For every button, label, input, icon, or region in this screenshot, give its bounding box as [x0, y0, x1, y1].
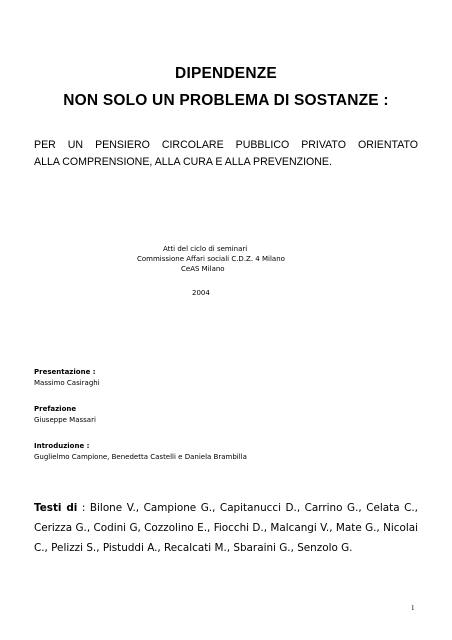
testi-authors-line-1: : Bilone V., Campione G., Capitanucci D., Carrino G., Celata C.,: [77, 502, 418, 514]
testi-label: Testi di: [34, 502, 78, 514]
testi-authors-line-2: Cerizza G., Codini G, Cozzolino E., Fiocchi D., Malcangi V., Mate G., Nicolai: [34, 522, 418, 534]
atti-line-3: CeAS Milano: [181, 265, 225, 273]
page-number: 1: [411, 604, 415, 612]
prefazione-label: Prefazione: [34, 405, 77, 413]
prefazione-author: Giuseppe Massari: [34, 416, 96, 424]
presentazione-author: Massimo Casiraghi: [34, 379, 100, 387]
atti-line-1: Atti del ciclo di seminari: [163, 245, 248, 253]
introduzione-authors: Guglielmo Campione, Benedetta Castelli e Daniela Brambilla: [34, 453, 247, 461]
introduzione-label: Introduzione :: [34, 442, 90, 450]
subtitle-line-1: PER UN PENSIERO CIRCOLARE PUBBLICO PRIVATO ORIENTATO: [34, 139, 418, 151]
subtitle-line-2: ALLA COMPRENSIONE, ALLA CURA E ALLA PREVENZIONE.: [34, 156, 332, 168]
document-title-line-2: NON SOLO UN PROBLEMA DI SOSTANZE :: [63, 92, 389, 109]
testi-paragraph: [34, 498, 418, 558]
presentazione-label: Presentazione :: [34, 368, 96, 376]
atti-line-2: Commissione Affari sociali C.D.Z. 4 Milano: [137, 255, 285, 263]
testi-line-1: [34, 498, 418, 518]
atti-year: 2004: [192, 289, 210, 297]
document-title-line-1: DIPENDENZE: [175, 65, 277, 82]
testi-authors-line-3: C., Pelizzi S., Pistuddi A., Recalcati M., Sbaraini G., Senzolo G.: [34, 542, 353, 554]
